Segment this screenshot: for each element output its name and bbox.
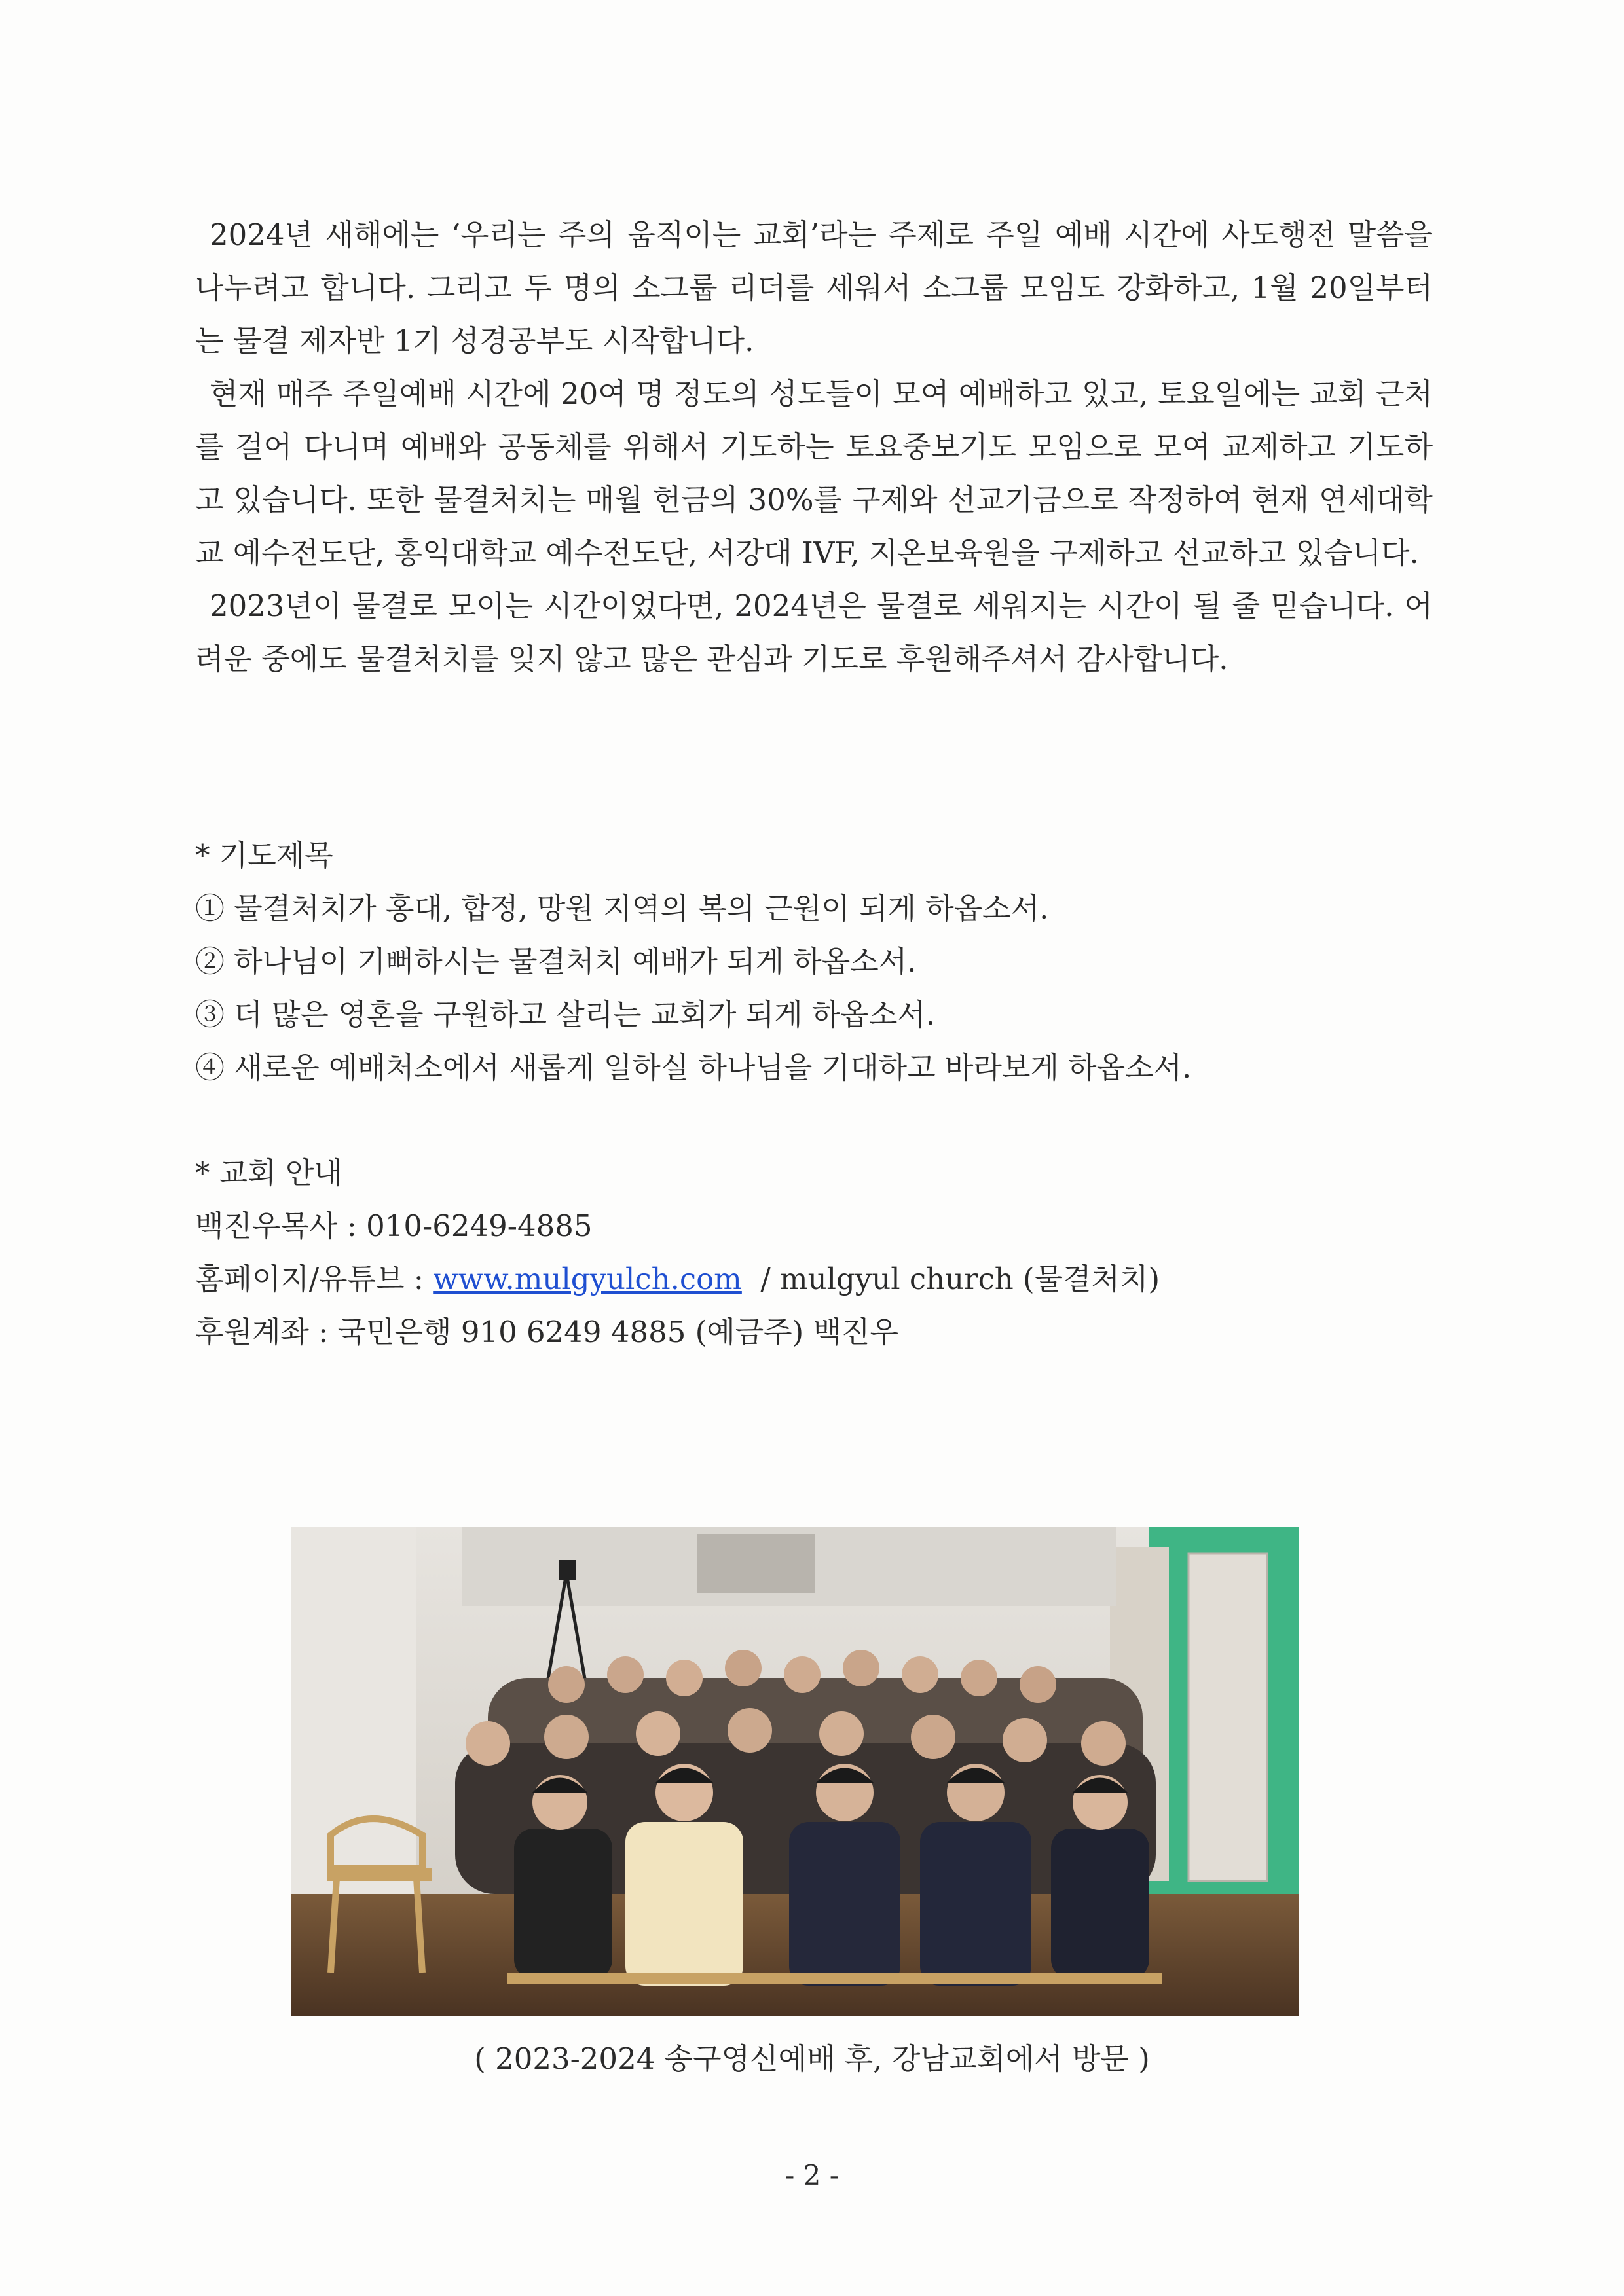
photo-caption: ( 2023-2024 송구영신예배 후, 강남교회에서 방문 ) (474, 2041, 1150, 2076)
body-text (195, 208, 1433, 685)
page-number: - 2 - (785, 2159, 839, 2191)
prayer-section (195, 829, 1439, 1094)
pastor-contact: 백진우목사 : 010-6249-4885 (195, 1209, 593, 1243)
donation-account: 후원계좌 : 국민은행 910 6249 4885 (예금주) 백진우 (195, 1315, 898, 1349)
homepage-line (195, 1252, 1439, 1305)
youtube-channel: / mulgyul church (물결처치) (741, 1262, 1160, 1296)
paragraph-new-year: 2024년 새해에는 ‘우리는 주의 움직이는 교회’라는 주제로 주일 예배 시간에 사도행전 말씀을 나누려고 합니다. 그리고 두 명의 소그룹 리더를 세워서 소그룹 모임도 강화하고, 1월 20일부터는 물결 제자반 1기 성경공부도 시작합니다. (195, 217, 1433, 358)
homepage-link[interactable]: www.mulgyulch.com (433, 1262, 742, 1296)
church-info-section (195, 1146, 1439, 1358)
prayer-item: ③ 더 많은 영혼을 구원하고 살리는 교회가 되게 하옵소서. (195, 997, 936, 1032)
group-photo (291, 1527, 1299, 2016)
prayer-item: ② 하나님이 기뻐하시는 물결처치 예배가 되게 하옵소서. (195, 944, 917, 979)
paragraph-thanks: 2023년이 물결로 모이는 시간이었다면, 2024년은 물결로 세워지는 시간이 될 줄 믿습니다. 어려운 중에도 물결처치를 잊지 않고 많은 관심과 기도로 후원해주셔서 감사합니다. (195, 589, 1433, 676)
prayer-item: ① 물결처치가 홍대, 합정, 망원 지역의 복의 근원이 되게 하옵소서. (195, 891, 1049, 926)
paragraph-current-status: 현재 매주 주일예배 시간에 20여 명 정도의 성도들이 모여 예배하고 있고, 토요일에는 교회 근처를 걸어 다니며 예배와 공동체를 위해서 기도하는 토요중보기도 모임으로 모여 교제하고 기도하고 있습니다. 또한 물결처치는 매월 헌금의 30%를 구제와 선교기금으로 작정하여 현재 연세대학교 예수전도단, 홍익대학교 예수전도단, 서강대 IVF, 지온보육원을 구제하고 선교하고 있습니다. (195, 376, 1433, 570)
prayer-item: ④ 새로운 예배처소에서 새롭게 일하실 하나님을 기대하고 바라보게 하옵소서. (195, 1050, 1192, 1085)
homepage-label: 홈페이지/유튜브 : (195, 1262, 434, 1296)
prayer-heading: * 기도제목 (195, 838, 333, 873)
church-info-heading: * 교회 안내 (195, 1156, 342, 1190)
